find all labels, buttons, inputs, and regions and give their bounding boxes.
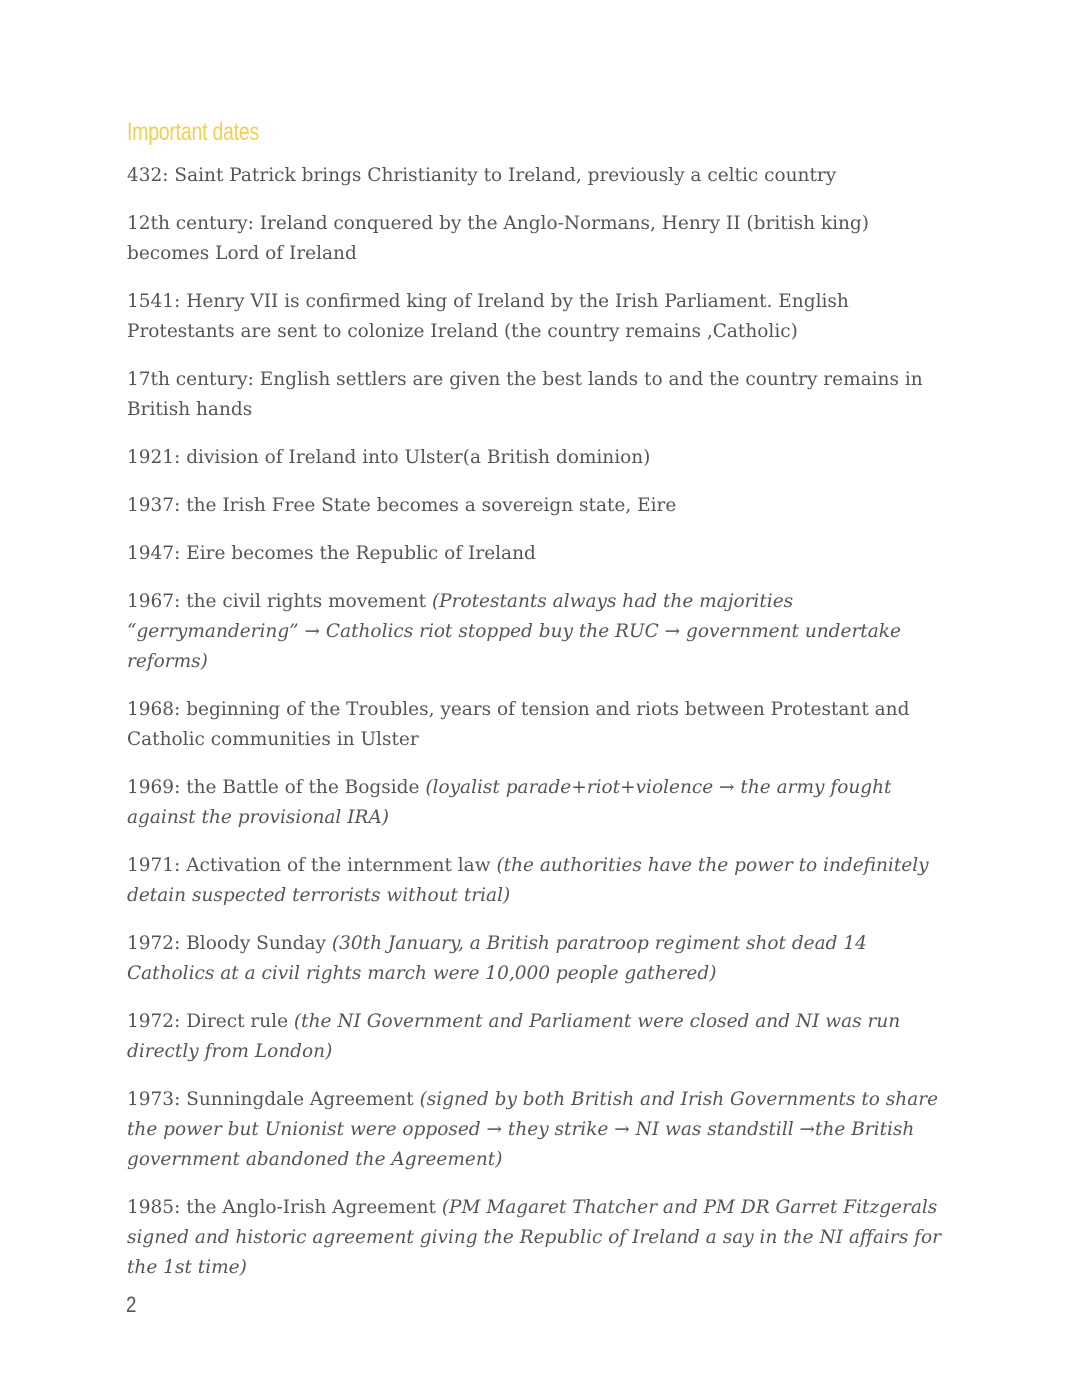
timeline-entry — [127, 287, 957, 347]
timeline-entry — [127, 695, 957, 755]
entry-text: 1971: Activation of the internment law — [127, 855, 497, 876]
entry-text: 1972: Bloody Sunday — [127, 933, 332, 954]
entry-text: 1973: Sunningdale Agreement — [127, 1089, 420, 1110]
timeline-entry — [127, 365, 957, 425]
entry-note: (loyalist parade+riot+violence → the army fought against the provisional IRA) — [127, 777, 892, 828]
timeline-entry — [127, 161, 957, 191]
timeline-entry — [127, 1085, 957, 1175]
timeline-entry — [127, 1193, 957, 1283]
section-heading: Important dates — [127, 118, 259, 146]
timeline-entry — [127, 587, 957, 677]
entry-text: 1968: beginning of the Troubles, years of tension and riots between Protestant and Catholic communities in Ulster — [127, 699, 910, 750]
entry-text: 1972: Direct rule — [127, 1011, 294, 1032]
entry-text: 1985: the Anglo-Irish Agreement — [127, 1197, 442, 1218]
timeline-entry — [127, 929, 957, 989]
entry-text: 1921: division of Ireland into Ulster(a British dominion) — [127, 447, 651, 468]
timeline-list — [127, 161, 957, 1283]
entry-text: 1541: Henry VII is confirmed king of Ireland by the Irish Parliament. English Protestants are sent to colonize Ireland (the country remains ,Catholic) — [127, 291, 849, 342]
entry-text: 432: Saint Patrick brings Christianity to Ireland, previously a celtic country — [127, 165, 837, 186]
entry-text: 1967: the civil rights movement — [127, 591, 432, 612]
timeline-entry — [127, 851, 957, 911]
entry-note: (the authorities have the power to indefinitely detain suspected terrorists without trial) — [127, 855, 929, 906]
timeline-entry — [127, 1007, 957, 1067]
page-number: 2 — [126, 1292, 137, 1317]
entry-text: 1947: Eire becomes the Republic of Ireland — [127, 543, 536, 564]
timeline-entry — [127, 491, 957, 521]
timeline-entry — [127, 773, 957, 833]
entry-text: 1937: the Irish Free State becomes a sovereign state, Eire — [127, 495, 677, 516]
entry-note: (the NI Government and Parliament were closed and NI was run directly from London) — [127, 1011, 901, 1062]
timeline-entry — [127, 209, 957, 269]
entry-note: (PM Magaret Thatcher and PM DR Garret Fitzgerals signed and historic agreement giving the Republic of Ireland a say in the NI affairs for the 1st time) — [127, 1197, 941, 1278]
entry-text: 17th century: English settlers are given the best lands to and the country remains in British hands — [127, 369, 923, 420]
document-page — [127, 112, 957, 1301]
entry-text: 12th century: Ireland conquered by the Anglo-Normans, Henry II (british king) becomes Lord of Ireland — [127, 213, 869, 264]
entry-note: (signed by both British and Irish Governments to share the power but Unionist were opposed → they strike → NI was standstill →the British government abandoned the Agreement) — [127, 1089, 939, 1170]
entry-text: 1969: the Battle of the Bogside — [127, 777, 426, 798]
entry-note: (Protestants always had the majorities “gerrymandering” → Catholics riot stopped buy the RUC → government undertake reforms) — [127, 591, 901, 672]
timeline-entry — [127, 539, 957, 569]
entry-note: (30th January, a British paratroop regiment shot dead 14 Catholics at a civil rights march were 10,000 people gathered) — [127, 933, 867, 984]
timeline-entry — [127, 443, 957, 473]
